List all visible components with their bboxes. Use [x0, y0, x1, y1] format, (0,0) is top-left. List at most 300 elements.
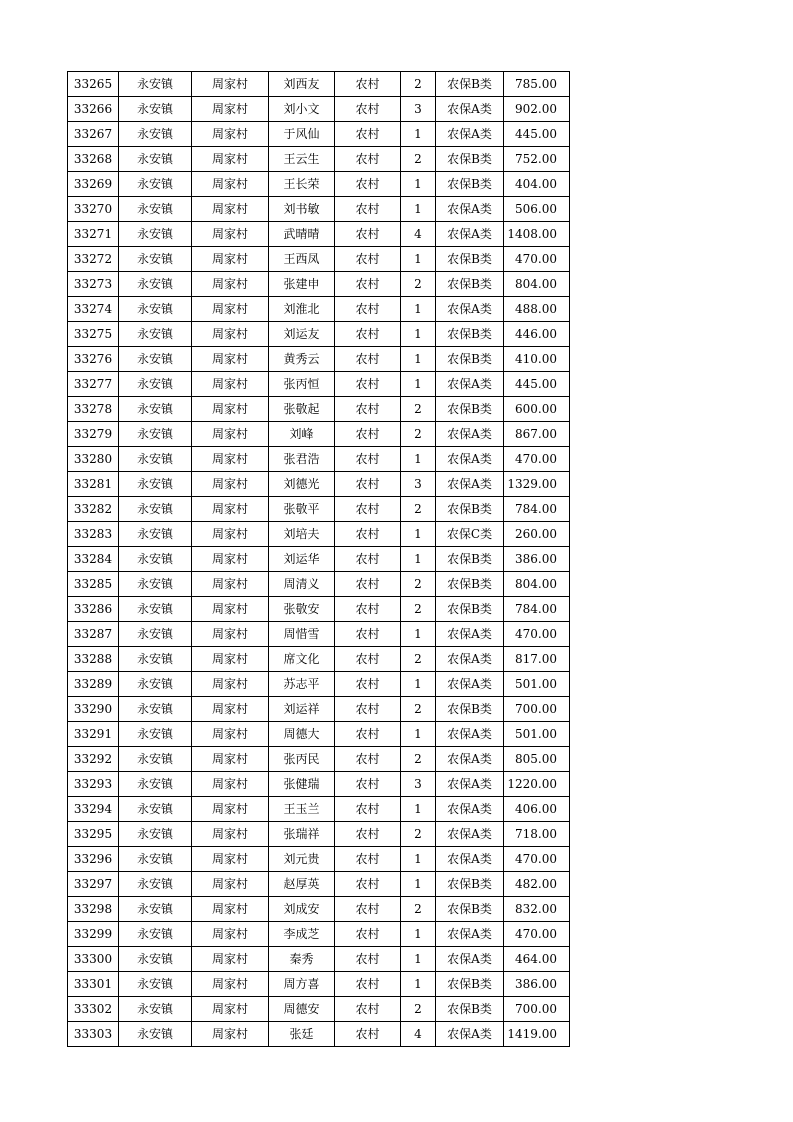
cell-name: 李成芝 [269, 922, 335, 947]
cell-name: 黄秀云 [269, 347, 335, 372]
table-row [68, 447, 570, 472]
cell-village: 周家村 [192, 147, 269, 172]
cell-amount: 410.00 [504, 347, 570, 372]
cell-category: 农保A类 [436, 922, 504, 947]
table-row [68, 597, 570, 622]
table-row [68, 997, 570, 1022]
table-row [68, 272, 570, 297]
cell-count: 2 [401, 497, 436, 522]
cell-town: 永安镇 [119, 647, 192, 672]
cell-village: 周家村 [192, 622, 269, 647]
cell-village: 周家村 [192, 197, 269, 222]
cell-amount: 784.00 [504, 597, 570, 622]
table-row [68, 697, 570, 722]
table-row [68, 72, 570, 97]
cell-category: 农保B类 [436, 572, 504, 597]
cell-id: 33266 [68, 97, 119, 122]
cell-id: 33267 [68, 122, 119, 147]
cell-amount: 386.00 [504, 972, 570, 997]
table-row [68, 372, 570, 397]
table-row [68, 722, 570, 747]
cell-village: 周家村 [192, 897, 269, 922]
cell-amount: 470.00 [504, 922, 570, 947]
cell-town: 永安镇 [119, 472, 192, 497]
cell-town: 永安镇 [119, 197, 192, 222]
cell-count: 2 [401, 272, 436, 297]
cell-category: 农保A类 [436, 622, 504, 647]
cell-category: 农保B类 [436, 697, 504, 722]
cell-town: 永安镇 [119, 722, 192, 747]
cell-town: 永安镇 [119, 447, 192, 472]
cell-id: 33269 [68, 172, 119, 197]
cell-village: 周家村 [192, 697, 269, 722]
cell-amount: 1329.00 [504, 472, 570, 497]
cell-name: 刘元贵 [269, 847, 335, 872]
cell-count: 1 [401, 722, 436, 747]
cell-count: 1 [401, 372, 436, 397]
cell-amount: 784.00 [504, 497, 570, 522]
cell-category: 农保A类 [436, 197, 504, 222]
table-row [68, 772, 570, 797]
cell-name: 张敬平 [269, 497, 335, 522]
cell-id: 33277 [68, 372, 119, 397]
cell-id: 33298 [68, 897, 119, 922]
cell-id: 33301 [68, 972, 119, 997]
cell-name: 刘淮北 [269, 297, 335, 322]
cell-name: 刘小文 [269, 97, 335, 122]
cell-name: 刘德光 [269, 472, 335, 497]
cell-name: 刘书敏 [269, 197, 335, 222]
table-row [68, 872, 570, 897]
cell-category: 农保B类 [436, 172, 504, 197]
cell-id: 33287 [68, 622, 119, 647]
cell-category: 农保B类 [436, 147, 504, 172]
cell-count: 4 [401, 1022, 436, 1047]
cell-area: 农村 [335, 522, 401, 547]
cell-count: 2 [401, 147, 436, 172]
cell-town: 永安镇 [119, 122, 192, 147]
cell-village: 周家村 [192, 647, 269, 672]
cell-category: 农保A类 [436, 822, 504, 847]
cell-amount: 700.00 [504, 997, 570, 1022]
cell-category: 农保A类 [436, 772, 504, 797]
cell-town: 永安镇 [119, 347, 192, 372]
cell-id: 33299 [68, 922, 119, 947]
cell-count: 1 [401, 972, 436, 997]
cell-town: 永安镇 [119, 772, 192, 797]
cell-name: 张丙民 [269, 747, 335, 772]
cell-area: 农村 [335, 922, 401, 947]
cell-village: 周家村 [192, 522, 269, 547]
cell-category: 农保A类 [436, 122, 504, 147]
cell-area: 农村 [335, 872, 401, 897]
cell-village: 周家村 [192, 422, 269, 447]
cell-village: 周家村 [192, 322, 269, 347]
cell-id: 33275 [68, 322, 119, 347]
table-row [68, 222, 570, 247]
cell-town: 永安镇 [119, 897, 192, 922]
cell-category: 农保B类 [436, 397, 504, 422]
cell-amount: 817.00 [504, 647, 570, 672]
cell-area: 农村 [335, 122, 401, 147]
cell-area: 农村 [335, 997, 401, 1022]
cell-count: 4 [401, 222, 436, 247]
table-row [68, 172, 570, 197]
cell-id: 33289 [68, 672, 119, 697]
cell-amount: 1220.00 [504, 772, 570, 797]
cell-village: 周家村 [192, 97, 269, 122]
roster-table [67, 71, 570, 1047]
cell-id: 33282 [68, 497, 119, 522]
cell-area: 农村 [335, 822, 401, 847]
cell-town: 永安镇 [119, 947, 192, 972]
cell-name: 张丙恒 [269, 372, 335, 397]
cell-category: 农保A类 [436, 222, 504, 247]
table-row [68, 822, 570, 847]
cell-amount: 386.00 [504, 547, 570, 572]
cell-town: 永安镇 [119, 1022, 192, 1047]
cell-area: 农村 [335, 472, 401, 497]
cell-area: 农村 [335, 172, 401, 197]
cell-amount: 445.00 [504, 372, 570, 397]
cell-count: 1 [401, 922, 436, 947]
table-row [68, 1022, 570, 1047]
cell-village: 周家村 [192, 222, 269, 247]
cell-id: 33280 [68, 447, 119, 472]
cell-name: 王长荣 [269, 172, 335, 197]
cell-amount: 470.00 [504, 247, 570, 272]
cell-amount: 804.00 [504, 272, 570, 297]
cell-name: 王云生 [269, 147, 335, 172]
cell-count: 2 [401, 997, 436, 1022]
cell-village: 周家村 [192, 972, 269, 997]
cell-name: 王西凤 [269, 247, 335, 272]
cell-area: 农村 [335, 397, 401, 422]
table-row [68, 647, 570, 672]
cell-category: 农保B类 [436, 872, 504, 897]
table-row [68, 547, 570, 572]
cell-name: 刘培夫 [269, 522, 335, 547]
cell-count: 3 [401, 772, 436, 797]
cell-area: 农村 [335, 497, 401, 522]
cell-count: 1 [401, 322, 436, 347]
cell-count: 2 [401, 697, 436, 722]
cell-count: 1 [401, 297, 436, 322]
cell-village: 周家村 [192, 722, 269, 747]
cell-count: 1 [401, 547, 436, 572]
cell-count: 1 [401, 447, 436, 472]
cell-id: 33295 [68, 822, 119, 847]
cell-area: 农村 [335, 372, 401, 397]
cell-category: 农保A类 [436, 847, 504, 872]
cell-category: 农保B类 [436, 972, 504, 997]
cell-id: 33293 [68, 772, 119, 797]
cell-amount: 1419.00 [504, 1022, 570, 1047]
cell-town: 永安镇 [119, 622, 192, 647]
cell-area: 农村 [335, 197, 401, 222]
cell-amount: 600.00 [504, 397, 570, 422]
cell-area: 农村 [335, 297, 401, 322]
cell-category: 农保B类 [436, 497, 504, 522]
cell-village: 周家村 [192, 272, 269, 297]
cell-area: 农村 [335, 722, 401, 747]
cell-id: 33281 [68, 472, 119, 497]
table-row [68, 347, 570, 372]
cell-category: 农保B类 [436, 597, 504, 622]
cell-name: 刘运华 [269, 547, 335, 572]
cell-town: 永安镇 [119, 322, 192, 347]
cell-name: 张瑞祥 [269, 822, 335, 847]
table-row [68, 422, 570, 447]
cell-count: 1 [401, 872, 436, 897]
table-row [68, 622, 570, 647]
cell-count: 3 [401, 472, 436, 497]
table-row [68, 922, 570, 947]
cell-village: 周家村 [192, 797, 269, 822]
cell-town: 永安镇 [119, 397, 192, 422]
cell-town: 永安镇 [119, 297, 192, 322]
cell-name: 秦秀 [269, 947, 335, 972]
cell-name: 刘运友 [269, 322, 335, 347]
cell-category: 农保B类 [436, 897, 504, 922]
table-row [68, 247, 570, 272]
cell-name: 周方喜 [269, 972, 335, 997]
cell-count: 1 [401, 622, 436, 647]
cell-amount: 260.00 [504, 522, 570, 547]
cell-category: 农保A类 [436, 97, 504, 122]
cell-area: 农村 [335, 572, 401, 597]
table-row [68, 197, 570, 222]
cell-name: 苏志平 [269, 672, 335, 697]
cell-town: 永安镇 [119, 147, 192, 172]
cell-count: 1 [401, 947, 436, 972]
cell-area: 农村 [335, 972, 401, 997]
cell-area: 农村 [335, 797, 401, 822]
cell-amount: 700.00 [504, 697, 570, 722]
cell-id: 33276 [68, 347, 119, 372]
cell-category: 农保A类 [436, 1022, 504, 1047]
cell-amount: 506.00 [504, 197, 570, 222]
cell-town: 永安镇 [119, 422, 192, 447]
cell-count: 2 [401, 647, 436, 672]
cell-area: 农村 [335, 272, 401, 297]
cell-amount: 867.00 [504, 422, 570, 447]
cell-id: 33284 [68, 547, 119, 572]
cell-town: 永安镇 [119, 72, 192, 97]
cell-village: 周家村 [192, 572, 269, 597]
cell-id: 33297 [68, 872, 119, 897]
cell-town: 永安镇 [119, 997, 192, 1022]
cell-id: 33286 [68, 597, 119, 622]
cell-name: 席文化 [269, 647, 335, 672]
cell-village: 周家村 [192, 597, 269, 622]
cell-amount: 805.00 [504, 747, 570, 772]
cell-id: 33270 [68, 197, 119, 222]
cell-village: 周家村 [192, 372, 269, 397]
cell-village: 周家村 [192, 172, 269, 197]
cell-name: 张敬起 [269, 397, 335, 422]
table-row [68, 472, 570, 497]
cell-name: 张敬安 [269, 597, 335, 622]
cell-area: 农村 [335, 72, 401, 97]
table-row [68, 97, 570, 122]
cell-category: 农保A类 [436, 722, 504, 747]
cell-category: 农保A类 [436, 672, 504, 697]
table-row [68, 572, 570, 597]
cell-count: 2 [401, 597, 436, 622]
cell-name: 赵厚英 [269, 872, 335, 897]
cell-id: 33294 [68, 797, 119, 822]
table-row [68, 972, 570, 997]
cell-id: 33290 [68, 697, 119, 722]
cell-category: 农保A类 [436, 647, 504, 672]
cell-amount: 752.00 [504, 147, 570, 172]
cell-name: 刘西友 [269, 72, 335, 97]
cell-name: 刘峰 [269, 422, 335, 447]
cell-id: 33283 [68, 522, 119, 547]
cell-village: 周家村 [192, 547, 269, 572]
cell-amount: 406.00 [504, 797, 570, 822]
cell-village: 周家村 [192, 122, 269, 147]
cell-id: 33292 [68, 747, 119, 772]
table-row [68, 797, 570, 822]
cell-count: 1 [401, 347, 436, 372]
cell-area: 农村 [335, 1022, 401, 1047]
cell-village: 周家村 [192, 922, 269, 947]
cell-count: 1 [401, 522, 436, 547]
cell-category: 农保C类 [436, 522, 504, 547]
cell-amount: 718.00 [504, 822, 570, 847]
cell-area: 农村 [335, 447, 401, 472]
cell-id: 33279 [68, 422, 119, 447]
cell-category: 农保B类 [436, 272, 504, 297]
table-row [68, 147, 570, 172]
cell-id: 33272 [68, 247, 119, 272]
cell-category: 农保B类 [436, 547, 504, 572]
cell-town: 永安镇 [119, 797, 192, 822]
cell-town: 永安镇 [119, 747, 192, 772]
cell-category: 农保A类 [436, 297, 504, 322]
cell-category: 农保B类 [436, 247, 504, 272]
cell-area: 农村 [335, 847, 401, 872]
cell-village: 周家村 [192, 947, 269, 972]
roster-body [68, 72, 570, 1047]
cell-area: 农村 [335, 347, 401, 372]
cell-count: 1 [401, 247, 436, 272]
cell-name: 周德大 [269, 722, 335, 747]
cell-category: 农保A类 [436, 372, 504, 397]
cell-category: 农保B类 [436, 997, 504, 1022]
cell-village: 周家村 [192, 772, 269, 797]
table-row [68, 947, 570, 972]
cell-amount: 832.00 [504, 897, 570, 922]
cell-amount: 804.00 [504, 572, 570, 597]
cell-amount: 470.00 [504, 847, 570, 872]
cell-town: 永安镇 [119, 572, 192, 597]
cell-amount: 785.00 [504, 72, 570, 97]
cell-amount: 404.00 [504, 172, 570, 197]
cell-village: 周家村 [192, 847, 269, 872]
cell-area: 农村 [335, 597, 401, 622]
cell-area: 农村 [335, 322, 401, 347]
cell-count: 2 [401, 747, 436, 772]
cell-village: 周家村 [192, 872, 269, 897]
cell-town: 永安镇 [119, 172, 192, 197]
table-row [68, 397, 570, 422]
cell-town: 永安镇 [119, 697, 192, 722]
cell-town: 永安镇 [119, 597, 192, 622]
cell-category: 农保A类 [436, 747, 504, 772]
cell-town: 永安镇 [119, 922, 192, 947]
cell-id: 33285 [68, 572, 119, 597]
cell-count: 1 [401, 797, 436, 822]
cell-town: 永安镇 [119, 847, 192, 872]
cell-town: 永安镇 [119, 497, 192, 522]
cell-village: 周家村 [192, 822, 269, 847]
cell-amount: 464.00 [504, 947, 570, 972]
cell-amount: 501.00 [504, 672, 570, 697]
table-row [68, 297, 570, 322]
cell-count: 3 [401, 97, 436, 122]
cell-category: 农保A类 [436, 472, 504, 497]
cell-id: 33302 [68, 997, 119, 1022]
cell-id: 33268 [68, 147, 119, 172]
cell-amount: 482.00 [504, 872, 570, 897]
table-row [68, 497, 570, 522]
cell-area: 农村 [335, 947, 401, 972]
cell-area: 农村 [335, 547, 401, 572]
cell-name: 张君浩 [269, 447, 335, 472]
cell-name: 于风仙 [269, 122, 335, 147]
cell-count: 1 [401, 197, 436, 222]
cell-town: 永安镇 [119, 547, 192, 572]
cell-count: 2 [401, 572, 436, 597]
cell-name: 周清义 [269, 572, 335, 597]
cell-amount: 446.00 [504, 322, 570, 347]
cell-id: 33296 [68, 847, 119, 872]
cell-village: 周家村 [192, 72, 269, 97]
cell-count: 2 [401, 397, 436, 422]
cell-town: 永安镇 [119, 222, 192, 247]
cell-area: 农村 [335, 897, 401, 922]
cell-village: 周家村 [192, 472, 269, 497]
table-row [68, 122, 570, 147]
cell-amount: 488.00 [504, 297, 570, 322]
cell-count: 2 [401, 897, 436, 922]
table-row [68, 847, 570, 872]
cell-category: 农保A类 [436, 422, 504, 447]
cell-town: 永安镇 [119, 272, 192, 297]
cell-count: 1 [401, 672, 436, 697]
cell-name: 刘运祥 [269, 697, 335, 722]
cell-area: 农村 [335, 672, 401, 697]
cell-id: 33300 [68, 947, 119, 972]
cell-id: 33274 [68, 297, 119, 322]
cell-town: 永安镇 [119, 522, 192, 547]
cell-id: 33265 [68, 72, 119, 97]
table-row [68, 672, 570, 697]
cell-town: 永安镇 [119, 972, 192, 997]
cell-area: 农村 [335, 772, 401, 797]
cell-village: 周家村 [192, 497, 269, 522]
cell-village: 周家村 [192, 672, 269, 697]
cell-area: 农村 [335, 422, 401, 447]
cell-area: 农村 [335, 147, 401, 172]
cell-area: 农村 [335, 697, 401, 722]
cell-category: 农保B类 [436, 322, 504, 347]
cell-category: 农保A类 [436, 447, 504, 472]
cell-name: 周德安 [269, 997, 335, 1022]
